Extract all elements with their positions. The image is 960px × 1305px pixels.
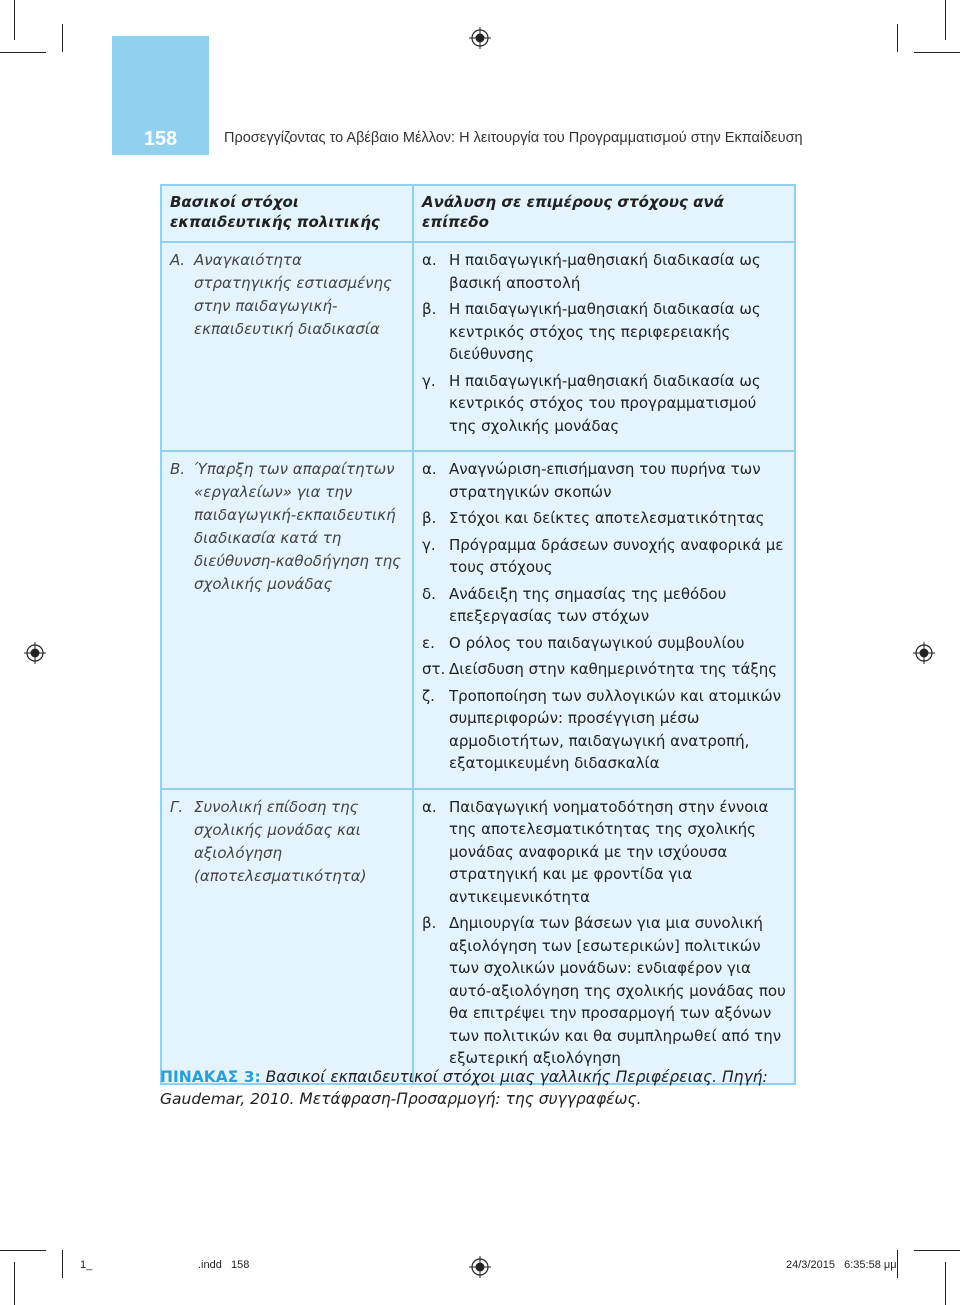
page-number: 158: [143, 128, 178, 150]
slug-filename: 1_: [80, 1259, 93, 1271]
table-row: [161, 451, 795, 789]
policy-goal: Β. Ύπαρξη των απαραίτητων «εργαλείων» για την παιδαγωγική-εκπαιδευτική διαδικασία κατά τη διεύθυνση-καθοδήγηση της σχολικής μονάδας: [170, 460, 401, 593]
crop-mark: [945, 1262, 946, 1305]
crop-mark: [914, 1250, 960, 1251]
crop-mark: [14, 0, 15, 40]
list-item: β. Η παιδαγωγική-μαθησιακή διαδικασία ως κεντρικός στόχος της περιφερειακής διεύθυνσης: [422, 300, 761, 363]
page-number-tab: [112, 36, 209, 155]
slug-timestamp: 24/3/2015 6:35:58 μμ: [786, 1259, 897, 1271]
right-cell: [413, 242, 795, 451]
list-item: γ. Η παιδαγωγική-μαθησιακή διαδικασία ως κεντρικός στόχος του προγραμματισμού της σχολικής μονάδας: [422, 371, 761, 435]
list-item: ζ. Τροποποίηση των συλλογικών και ατομικών συμπεριφορών: προσέγγιση μέσω αρμοδιοτήτων, παιδαγωγική ανατροπή, εξατομικευμένη διδασκαλία: [422, 686, 782, 772]
crop-mark: [0, 52, 46, 53]
table-caption: [160, 1066, 830, 1110]
registration-mark-icon: [24, 642, 46, 664]
table-row: [161, 789, 795, 1084]
right-cell: [413, 789, 795, 1084]
list-item: α. Αναγνώριση-επισήμανση του πυρήνα των στρατηγικών σκοπών: [422, 460, 761, 501]
table-header-row: [161, 185, 795, 242]
policy-goal: Γ. Συνολική επίδοση της σχολικής μονάδας και αξιολόγηση (αποτελεσματικότητα): [170, 797, 367, 885]
slug-indd-page: .indd 158: [198, 1259, 250, 1271]
list-item: στ. Διείσδυση στην καθημερινότητα της τάξης: [422, 660, 778, 678]
crop-mark: [62, 1250, 63, 1278]
registration-mark-icon: [913, 642, 935, 664]
left-cell: [161, 242, 413, 451]
crop-mark: [897, 24, 898, 52]
list-item: α. Παιδαγωγική νοηματοδότηση στην έννοια της αποτελεσματικότητας της σχολικής μονάδας αναφορικά με την ισχύουσα στρατηγική και με φροντίδα για αντικειμενικότητα: [422, 797, 769, 906]
crop-mark: [0, 1250, 46, 1251]
list-item: γ. Πρόγραμμα δράσεων συνοχής αναφορικά με τους στόχους: [422, 535, 784, 576]
policy-goal: Α. Αναγκαιότητα στρατηγικής εστιασμένης στην παιδαγωγική-εκπαιδευτική διαδικασία: [170, 251, 392, 338]
column-header-analysis: Ανάλυση σε επιμέρους στόχους ανά επίπεδο: [413, 185, 795, 242]
list-item: ε. Ο ρόλος του παιδαγωγικού συμβουλίου: [422, 633, 745, 652]
right-cell: [413, 451, 795, 789]
caption-label: ΠΙΝΑΚΑΣ 3:: [160, 1068, 261, 1086]
left-cell: [161, 451, 413, 789]
running-head: Προσεγγίζοντας το Αβέβαιο Μέλλον: Η λειτουργία του Προγραμματισμού στην Εκπαίδευση: [224, 130, 803, 146]
crop-mark: [14, 1262, 15, 1305]
crop-mark: [897, 1250, 898, 1278]
crop-mark: [945, 0, 946, 40]
table-row: [161, 242, 795, 451]
crop-mark: [914, 52, 960, 53]
list-item: α. Η παιδαγωγική-μαθησιακή διαδικασία ως βασική αποστολή: [422, 251, 761, 292]
registration-mark-icon: [469, 27, 491, 49]
column-header-policy-goals: Βασικοί στόχοι εκπαιδευτικής πολιτικής: [161, 185, 413, 242]
list-item: β. Δημιουργία των βάσεων για μια συνολική αξιολόγηση των [εσωτερικών] πολιτικών των σχολικών μονάδων: ενδιαφέρον για αυτό-αξιολόγηση της σχολικής μονάδας που θα επιτρέψει την προσαρμογή των αξόνων των πολιτικών και θα συμπληρωθεί από την εξωτερική αξιολόγηση: [422, 914, 786, 1067]
caption-text: Βασικοί εκπαιδευτικοί στόχοι μιας γαλλικής Περιφέρειας. Πηγή: Gaudemar, 2010. Μετάφραση-Προσαρμογή: της συγγραφέως.: [160, 1068, 768, 1108]
list-item: β. Στόχοι και δείκτες αποτελεσματικότητας: [422, 509, 765, 527]
goals-table: [160, 184, 796, 1085]
registration-mark-icon: [469, 1256, 491, 1278]
left-cell: [161, 789, 413, 1084]
crop-mark: [62, 24, 63, 52]
list-item: δ. Ανάδειξη της σημασίας της μεθόδου επεξεργασίας των στόχων: [422, 584, 727, 625]
